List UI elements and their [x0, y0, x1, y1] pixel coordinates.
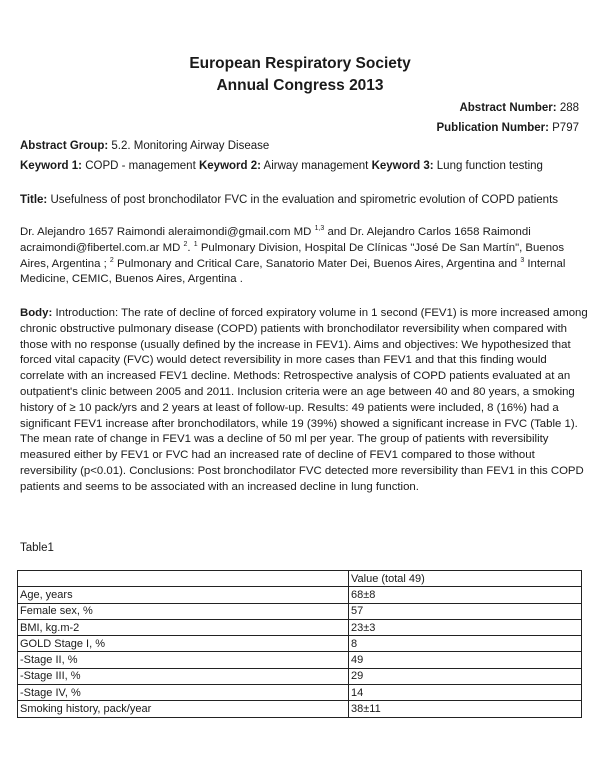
table-row	[18, 603, 582, 619]
body-text: Introduction: The rate of decline of forced expiratory volume in 1 second (FEV1) is more increased among chronic obstructive pulmonary disease (COPD) patients with bronchodilator reversibility when compared with those with no response (usually defined by the increase in FEV1). Aims and objectives: We hypothesized that forced vital capacity (FVC) would detect reversibility in more cases than FEV1 and that this finding would correlate with an increased FEV1 decline. Methods: Retrospective analysis of COPD patients evaluated at an outpatient's clinic between 2005 and 2011. Inclusion criteria were an age between 40 and 80 years, a smoking history of ≥ 10 pack/yrs and 2 years at least of follow-up. Results: 49 patients were included, 8 (16%) had a significant FEV1 increase after bronchodilators, while 19 (39%) showed a significant increase in FVC (Table 1). The mean rate of change in FEV1 was a decline of 50 ml per year. The group of patients with reversibility measured either by FEV1 or FVC had an increased rate of decline of FEV1 compared to those without reversibility (p<0.01). Conclusions: Post bronchodilator FVC detected more reversibility than FEV1 in this COPD patients and seems to be associated with an increased decline in lung function.	[20, 307, 588, 493]
keyword2-label: Keyword 2:	[198, 160, 261, 172]
table-value-cell: 38±11	[349, 701, 582, 717]
abstract-group-value: 5.2. Monitoring Airway Disease	[111, 140, 270, 152]
table-row	[18, 668, 582, 684]
table-label-cell: Female sex, %	[18, 603, 349, 619]
body-label: Body:	[20, 307, 53, 319]
table-label-cell: GOLD Stage I, %	[18, 636, 349, 652]
table-header-cell: Value (total 49)	[349, 571, 582, 587]
table-caption: Table1	[20, 542, 54, 554]
abstract-body	[20, 306, 588, 496]
authors-sep: .	[187, 241, 194, 254]
publication-number-label: Publication Number:	[436, 122, 549, 134]
author-1: Dr. Alejandro 1657 Raimondi aleraimondi@gmail.com MD	[20, 226, 312, 238]
table-value-cell: 29	[349, 668, 582, 684]
table-row	[18, 619, 582, 635]
keywords	[20, 159, 582, 174]
abstract-number	[459, 101, 579, 115]
table-value-cell: 8	[349, 636, 582, 652]
authors-affiliations	[20, 225, 582, 288]
author-1-sup: 1,3	[314, 225, 325, 233]
congress-title-line1: European Respiratory Society	[189, 55, 411, 72]
table-row	[18, 636, 582, 652]
publication-number	[436, 121, 579, 135]
table-label-cell: -Stage IV, %	[18, 685, 349, 701]
table-value-cell: 68±8	[349, 587, 582, 603]
table-value-cell: 57	[349, 603, 582, 619]
congress-title-line2: Annual Congress 2013	[216, 77, 384, 94]
affiliation-1: Pulmonary Division, Hospital De Clínicas "José De San Martín", Buenos Aires, Argentina ;	[20, 241, 565, 270]
keyword2-value: Airway management	[263, 160, 369, 172]
table-label-cell: -Stage II, %	[18, 652, 349, 668]
title-label: Title:	[20, 194, 48, 206]
table-label-cell: BMI, kg.m-2	[18, 619, 349, 635]
results-table-body	[18, 571, 582, 718]
authors-and: and Dr. Alejandro Carlos 1658 Raimondi acraimondi@fibertel.com.ar MD	[20, 226, 531, 254]
results-table	[17, 570, 582, 718]
table-header-row	[18, 571, 582, 587]
abstract-number-label: Abstract Number:	[459, 102, 557, 114]
table-row	[18, 652, 582, 668]
table-row	[18, 701, 582, 717]
table-value-cell: 14	[349, 685, 582, 701]
table-row	[18, 685, 582, 701]
abstract-title	[20, 193, 582, 208]
table-label-cell: Age, years	[18, 587, 349, 603]
table-row	[18, 587, 582, 603]
table-value-cell: 23±3	[349, 619, 582, 635]
title-text: Usefulness of post bronchodilator FVC in the evaluation and spirometric evolution of COPD patients	[50, 194, 559, 206]
table-label-cell: Smoking history, pack/year	[18, 701, 349, 717]
publication-number-value: P797	[552, 122, 579, 134]
abstract-number-value: 288	[559, 102, 579, 114]
abstract-group	[20, 139, 582, 154]
aff2-sup: 2	[109, 256, 114, 264]
keyword3-value: Lung function testing	[436, 160, 543, 172]
keyword1-value: COPD - management	[85, 160, 196, 172]
table-label-cell: -Stage III, %	[18, 668, 349, 684]
table-value-cell: 49	[349, 652, 582, 668]
affiliation-3: Internal Medicine, CEMIC, Buenos Aires, Argentina .	[20, 257, 566, 286]
keyword1-label: Keyword 1:	[20, 160, 82, 172]
author-2-sup: 2	[183, 241, 188, 248]
aff3-sup: 3	[520, 256, 525, 264]
keyword3-label: Keyword 3:	[371, 160, 434, 172]
affiliation-2: Pulmonary and Critical Care, Sanatorio Mater Dei, Buenos Aires, Argentina and	[113, 257, 521, 270]
table-header-cell	[18, 571, 349, 587]
aff1-sup: 1	[193, 241, 198, 248]
abstract-group-label: Abstract Group:	[20, 140, 109, 152]
